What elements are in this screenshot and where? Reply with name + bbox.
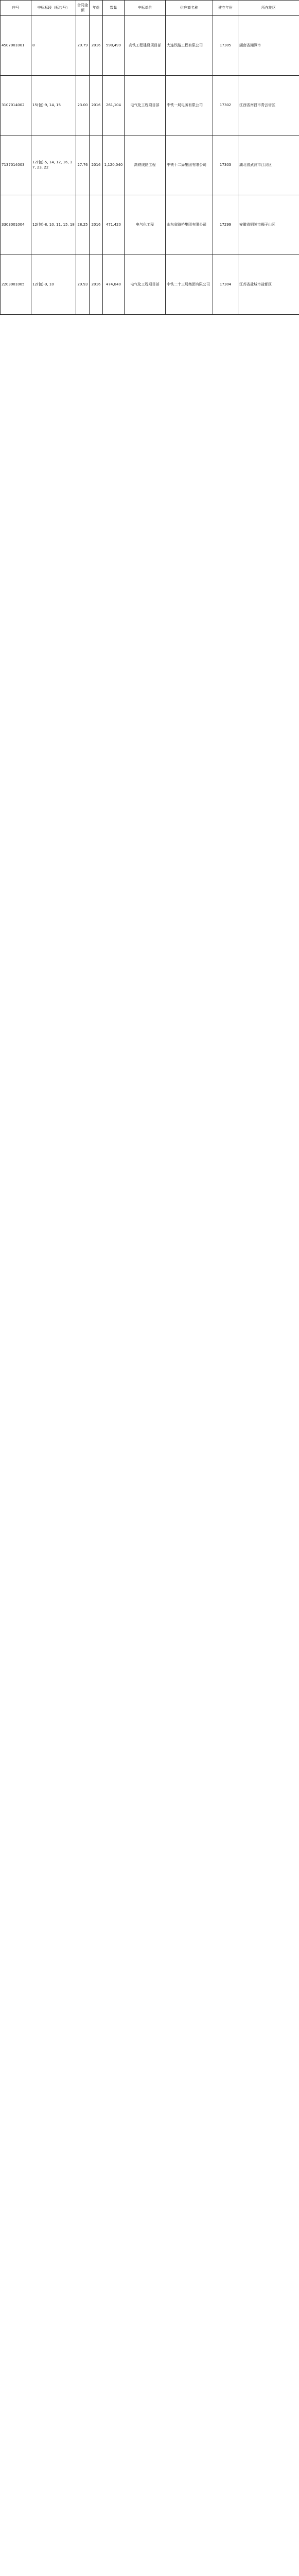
table-cell: 湖南省湘潭市	[238, 16, 299, 76]
table-row	[1, 255, 299, 315]
table-cell: 高铁线路工程	[125, 135, 166, 195]
table-cell: 7137014003	[1, 135, 31, 195]
column-header: 中标标段（标包号）	[31, 1, 76, 16]
table-cell: 中铁二十三局集团有限公司	[166, 255, 213, 315]
table-row	[1, 76, 299, 135]
column-header: 供应商名称	[166, 1, 213, 16]
column-header: 年份	[90, 1, 103, 16]
table-cell: 29.93	[76, 255, 90, 315]
table-cell: 261,104	[103, 76, 125, 135]
table-cell: 17305	[213, 16, 238, 76]
column-header: 中标单价	[125, 1, 166, 16]
table-cell: 安徽省铜陵市狮子山区	[238, 195, 299, 255]
table-cell: 474,840	[103, 255, 125, 315]
table-cell: 12(包)-9, 10	[31, 255, 76, 315]
table-cell: 1,120,040	[103, 135, 125, 195]
column-header: 建立年份	[213, 1, 238, 16]
table-cell: 3303001004	[1, 195, 31, 255]
table-header-row	[1, 1, 299, 16]
table-cell: 中铁一局电务有限公司	[166, 76, 213, 135]
table-cell: 17299	[213, 195, 238, 255]
table-cell: 2016	[90, 195, 103, 255]
table-cell: 2016	[90, 16, 103, 76]
column-header: 数量	[103, 1, 125, 16]
table-cell: 12(包)-5, 14, 12, 16, 17, 23, 22	[31, 135, 76, 195]
bid-results-table	[0, 0, 299, 315]
table-cell: 中铁十二局集团有限公司	[166, 135, 213, 195]
table-cell: 山东省路桥集团有限公司	[166, 195, 213, 255]
table-cell: 江西省南昌市青云谱区	[238, 76, 299, 135]
table-cell: 电气化工程项目部	[125, 76, 166, 135]
table-cell: 8	[31, 16, 76, 76]
table-row	[1, 195, 299, 255]
column-header: 所在地区	[238, 1, 299, 16]
column-header: 序号	[1, 1, 31, 16]
table-cell: 电气化工程	[125, 195, 166, 255]
table-cell: 23.00	[76, 76, 90, 135]
column-header: 合同金额	[76, 1, 90, 16]
table-cell: 2016	[90, 255, 103, 315]
table-cell: 2016	[90, 76, 103, 135]
table-cell: 471,420	[103, 195, 125, 255]
table-cell: 15(包)-9, 14, 15	[31, 76, 76, 135]
table-cell: 电气化工程项目部	[125, 255, 166, 315]
table-row	[1, 16, 299, 76]
table-cell: 2203001005	[1, 255, 31, 315]
table-cell: 12(包)-8, 10, 11, 15, 18	[31, 195, 76, 255]
table-cell: 江苏省盐城市盐都区	[238, 255, 299, 315]
table-cell: 湖北省武汉市江汉区	[238, 135, 299, 195]
table-cell: 高铁工程建设项目部	[125, 16, 166, 76]
table-cell: 3107014002	[1, 76, 31, 135]
table-cell: 17304	[213, 255, 238, 315]
table-cell: 28.25	[76, 195, 90, 255]
table-cell: 27.76	[76, 135, 90, 195]
table-cell: 17302	[213, 76, 238, 135]
table-cell: 598,499	[103, 16, 125, 76]
table-cell: 2016	[90, 135, 103, 195]
table-cell: 4507001001	[1, 16, 31, 76]
table-cell: 大连铁路工程有限公司	[166, 16, 213, 76]
table-cell: 29.79	[76, 16, 90, 76]
table-cell: 17303	[213, 135, 238, 195]
table-row	[1, 135, 299, 195]
table-body	[1, 16, 299, 315]
